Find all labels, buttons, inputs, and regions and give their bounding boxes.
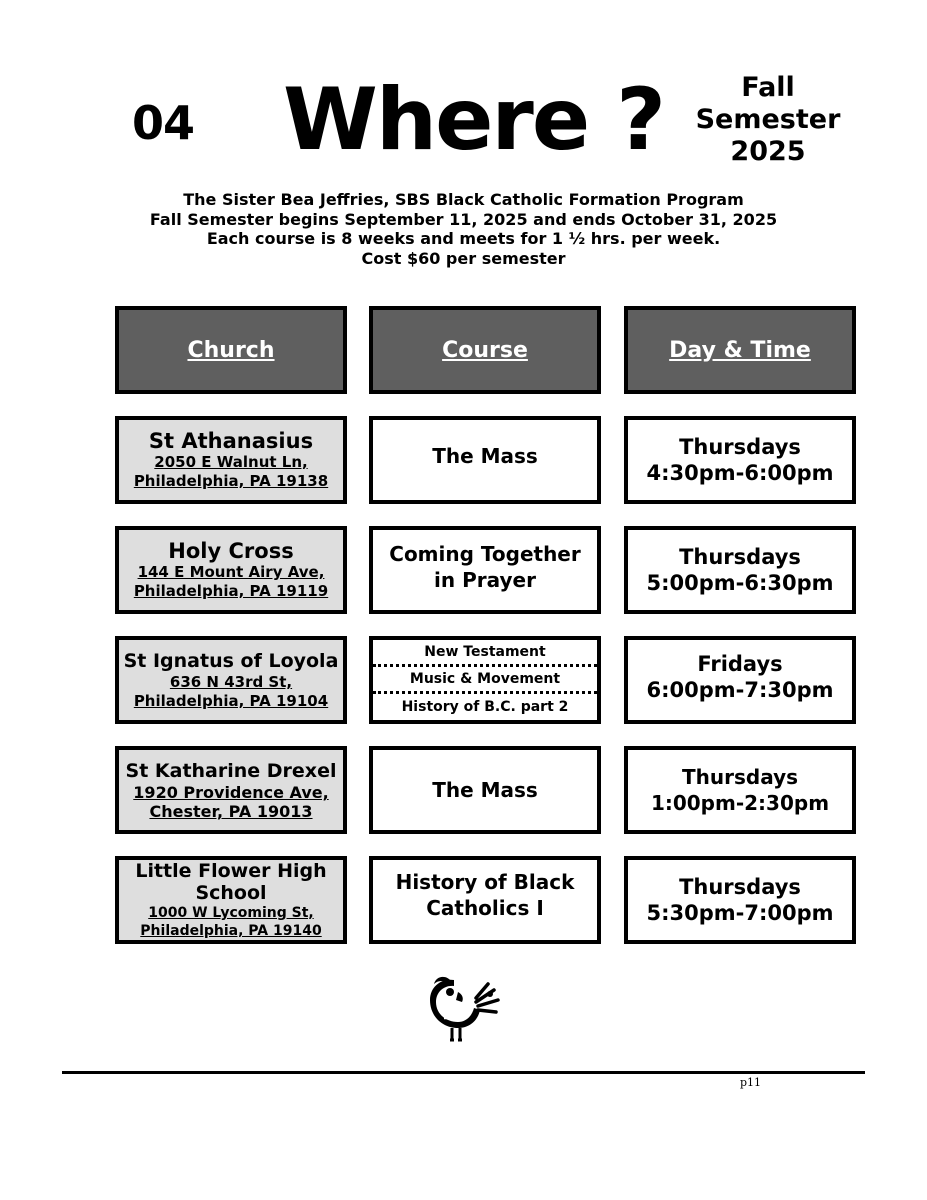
church-address: Philadelphia, PA 19119 — [133, 582, 329, 600]
course-name: History of Black — [395, 870, 575, 894]
church-address: 1000 W Lycoming St, — [148, 905, 314, 921]
intro-line: The Sister Bea Jeffries, SBS Black Catholic Formation Program — [183, 190, 744, 209]
course-cell — [369, 746, 601, 834]
church-cell — [115, 746, 347, 834]
section-number: 04 — [132, 96, 195, 150]
church-address: Chester, PA 19013 — [149, 802, 313, 821]
church-name: St Athanasius — [148, 429, 314, 453]
header-course-label: Course — [442, 337, 528, 363]
page-title: Where ? — [283, 70, 664, 170]
day: Thursdays — [679, 875, 801, 899]
course-cell — [369, 856, 601, 944]
church-address: Philadelphia, PA 19140 — [140, 923, 322, 939]
intro-line: Fall Semester begins September 11, 2025 and ends October 31, 2025 — [149, 209, 778, 229]
program-intro — [60, 190, 867, 268]
church-address: Philadelphia, PA 19138 — [133, 472, 329, 490]
course-cell — [369, 636, 601, 724]
footer-rule — [62, 1071, 865, 1074]
day: Thursdays — [679, 545, 801, 569]
day: Thursdays — [679, 435, 801, 459]
hours: 5:00pm-6:30pm — [646, 571, 834, 595]
time-cell — [624, 636, 856, 724]
church-address: Philadelphia, PA 19104 — [133, 692, 329, 710]
course-cell — [369, 526, 601, 614]
course-name: History of B.C. part 2 — [373, 691, 597, 721]
course-name: in Prayer — [434, 568, 536, 592]
intro-line: Each course is 8 weeks and meets for 1 ½ hrs. per week. — [206, 229, 721, 248]
day: Thursdays — [681, 765, 799, 789]
semester-line: 2025 — [730, 136, 806, 167]
course-name: New Testament — [424, 644, 546, 660]
intro-line: Cost $60 per semester — [361, 248, 566, 268]
time-cell — [624, 526, 856, 614]
church-address: 2050 E Walnut Ln, — [154, 453, 308, 471]
header-church-label: Church — [187, 337, 275, 363]
course-name: The Mass — [432, 444, 538, 468]
church-cell — [115, 416, 347, 504]
header-course — [369, 306, 601, 394]
course-cell — [369, 416, 601, 504]
header-day-time — [624, 306, 856, 394]
page-number: p11 — [740, 1076, 762, 1089]
day: Fridays — [697, 652, 783, 676]
hours: 4:30pm-6:00pm — [646, 461, 834, 485]
hours: 1:00pm-2:30pm — [650, 791, 830, 815]
hours: 6:00pm-7:30pm — [646, 678, 834, 702]
time-cell — [624, 856, 856, 944]
course-name: Coming Together — [389, 542, 581, 566]
church-name: St Katharine Drexel — [125, 760, 337, 782]
church-name: St Ignatus of Loyola — [123, 650, 339, 672]
header-day-time-label: Day & Time — [669, 337, 811, 363]
sankofa-bird-icon — [424, 972, 500, 1044]
semester-line: Fall — [741, 72, 795, 103]
hours: 5:30pm-7:00pm — [646, 901, 834, 925]
church-name: Holy Cross — [168, 539, 294, 563]
church-address: 1920 Providence Ave, — [133, 783, 329, 802]
church-address: 144 E Mount Airy Ave, — [137, 563, 325, 581]
church-address: 636 N 43rd St, — [169, 673, 293, 691]
church-name: School — [195, 882, 267, 904]
time-cell — [624, 746, 856, 834]
church-name: Little Flower High — [135, 860, 327, 882]
church-cell — [115, 856, 347, 944]
course-name: Music & Movement — [373, 664, 597, 691]
course-name: Catholics I — [426, 896, 544, 920]
church-cell — [115, 636, 347, 724]
time-cell — [624, 416, 856, 504]
course-name: The Mass — [432, 778, 538, 802]
semester-label — [688, 72, 848, 168]
church-cell — [115, 526, 347, 614]
header-church — [115, 306, 347, 394]
semester-line: Semester — [695, 104, 841, 135]
